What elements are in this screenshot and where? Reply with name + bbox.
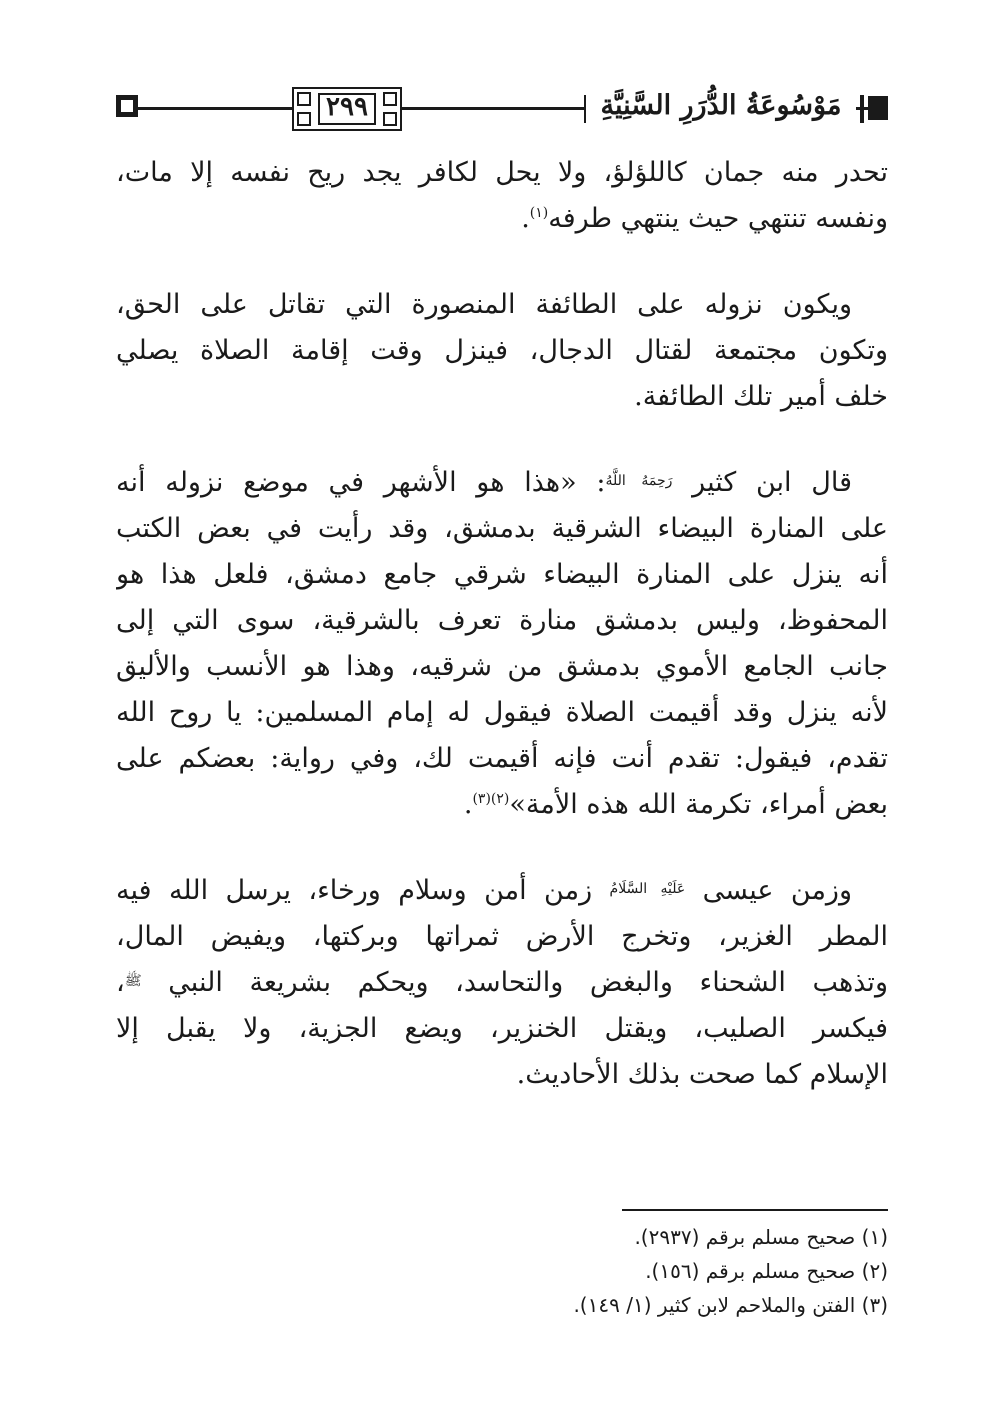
text-line: الإسلام كما صحت بذلك الأحاديث. bbox=[516, 1059, 888, 1090]
header-rule-left bbox=[138, 107, 292, 110]
text-segment: . bbox=[463, 789, 473, 820]
text-line: المطر الغزير، وتخرج الأرض ثمراتها وبركتها، ويفيض المال، bbox=[116, 921, 888, 952]
text-line: خلف أمير تلك الطائفة. bbox=[634, 381, 888, 412]
text-line: وتكون مجتمعة لقتال الدجال، فينزل وقت إقامة الصلاة يصلي bbox=[116, 335, 888, 366]
footnote-ref[interactable]: (٢)(٣) bbox=[472, 791, 510, 807]
text-line bbox=[116, 196, 888, 242]
footnote: (٢) صحيح مسلم برقم (١٥٦). bbox=[645, 1259, 888, 1283]
text-line: أنه ينزل على المنارة البيضاء شرقي جامع دمشق، فلعل هذا هو bbox=[116, 559, 888, 590]
header-rule-middle bbox=[402, 107, 588, 110]
text-line: المحفوظ، وليس بدمشق منارة تعرف بالشرقية، سوى التي إلى bbox=[116, 605, 888, 636]
text-line: تقدم، فيقول: تقدم أنت فإنه أقيمت لك، وفي رواية: بعضكم على bbox=[116, 743, 888, 774]
paragraph bbox=[116, 868, 888, 1098]
text-line: على المنارة البيضاء الشرقية بدمشق، وقد رأيت في بعض الكتب bbox=[116, 513, 888, 544]
text-segment: ونفسه تنتهي حيث ينتهي طرفه bbox=[548, 203, 888, 234]
header-divider-mark bbox=[860, 95, 864, 123]
header-end-square-solid bbox=[868, 96, 888, 120]
text-segment: ، bbox=[116, 967, 125, 998]
text-segment: وتذهب الشحناء والبغض والتحاسد، ويحكم بشريعة النبي bbox=[168, 967, 888, 998]
footnote: (٣) الفتن والملاحم لابن كثير (١/ ١٤٩). bbox=[573, 1293, 888, 1317]
text-line: فيكسر الصليب، ويقتل الخنزير، ويضع الجزية، ولا يقبل إلا bbox=[116, 1013, 888, 1044]
text-segment: : «هذا هو الأشهر في موضع نزوله أنه bbox=[116, 467, 606, 498]
paragraph bbox=[116, 460, 888, 828]
main-text bbox=[116, 150, 888, 1138]
footnotes bbox=[116, 1220, 888, 1322]
text-segment: زمن أمن وسلام ورخاء، يرسل الله فيه bbox=[116, 875, 593, 906]
text-segment: . bbox=[521, 203, 530, 234]
header-end-square-outline bbox=[116, 95, 138, 117]
text-line: لأنه ينزل وقد أقيمت الصلاة فيقول له إمام المسلمين: يا روح الله bbox=[116, 697, 888, 728]
series-title: مَوْسُوعَةُ الدُّرَرِ السَّنِيَّةِ bbox=[586, 82, 856, 130]
footnote: (١) صحيح مسلم برقم (٢٩٣٧). bbox=[634, 1225, 888, 1249]
footnote-ref[interactable]: (١) bbox=[529, 205, 549, 221]
text-line bbox=[116, 782, 888, 828]
text-line: جانب الجامع الأموي بدمشق من شرقيه، وهذا هو الأنسب والأليق bbox=[116, 651, 888, 682]
paragraph bbox=[116, 150, 888, 242]
text-segment: بعض أمراء، تكرمة الله هذه الأمة» bbox=[509, 789, 888, 820]
honorific-glyph: عَلَيْهِ السَّلَامُ bbox=[609, 881, 686, 897]
text-line: تحدر منه جمان كاللؤلؤ، ولا يحل لكافر يجد ريح نفسه إلا مات، bbox=[116, 157, 888, 188]
text-segment: قال ابن كثير bbox=[692, 467, 853, 498]
page-header bbox=[116, 82, 888, 138]
page-number: ٢٩٩ bbox=[326, 92, 368, 122]
page-number-frame bbox=[292, 87, 402, 131]
text-line bbox=[116, 868, 888, 914]
text-line bbox=[116, 460, 888, 506]
text-line bbox=[116, 960, 888, 1006]
text-line: ويكون نزوله على الطائفة المنصورة التي تقاتل على الحق، bbox=[116, 289, 852, 320]
paragraph bbox=[116, 282, 888, 420]
honorific-glyph: رَحِمَهُ اللَّهُ bbox=[605, 473, 673, 489]
footnote-separator bbox=[622, 1209, 888, 1211]
honorific-glyph: ﷺ bbox=[124, 973, 142, 989]
text-segment: وزمن عيسى bbox=[702, 875, 852, 906]
